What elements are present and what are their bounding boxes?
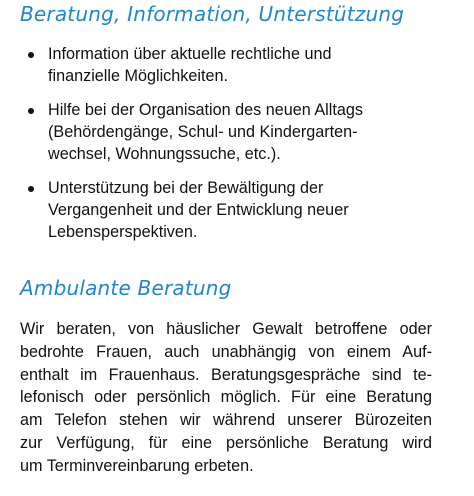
- bullet-line: finanzielle Möglichkeiten.: [48, 67, 228, 85]
- bullet-line: Hilfe bei der Organisation des neuen Alltags: [48, 101, 363, 119]
- bullet-line: Unterstützung bei der Bewältigung der: [48, 179, 324, 197]
- bullet-dot-icon: [28, 186, 34, 192]
- bullet-item-alltag: [0, 99, 474, 165]
- paragraph-line: zur Verfügung, für eine persönliche Beratung wird: [20, 433, 432, 452]
- bullet-dot-icon: [28, 52, 34, 58]
- paragraph-line: Wir beraten, von häuslicher Gewalt betroffene oder: [20, 320, 432, 338]
- section-heading-ambulante-beratung: Ambulante Beratung: [20, 276, 232, 300]
- bullet-line: wechsel, Wohnungssuche, etc.).: [48, 145, 281, 163]
- paragraph-line: bedrohte Frauen, auch unabhängig von einem Auf-: [20, 342, 432, 361]
- bullet-item-information: [0, 43, 474, 87]
- bullet-dot-icon: [28, 108, 34, 114]
- ambulante-beratung-paragraph: [20, 318, 432, 478]
- paragraph-line: um Terminvereinbarung erbeten.: [20, 456, 254, 475]
- bullet-line: Vergangenheit und der Entwicklung neuer: [48, 201, 349, 219]
- paragraph-line: am Telefon stehen wir während unserer Bürozeiten: [20, 411, 432, 430]
- section-heading-beratung: Beratung, Information, Unterstützung: [20, 2, 405, 26]
- bullet-line: Information über aktuelle rechtliche und: [48, 45, 332, 63]
- bullet-line: Lebensperspektiven.: [48, 223, 198, 241]
- paragraph-line: lefonisch oder persönlich möglich. Für eine Beratung: [20, 388, 432, 407]
- bullet-line: (Behördengänge, Schul- und Kindergarten-: [48, 123, 358, 141]
- paragraph-line: enthalt im Frauenhaus. Beratungsgespräche sind te-: [20, 365, 432, 384]
- services-bullet-list: [0, 43, 474, 255]
- bullet-item-unterstuetzung: [0, 177, 474, 243]
